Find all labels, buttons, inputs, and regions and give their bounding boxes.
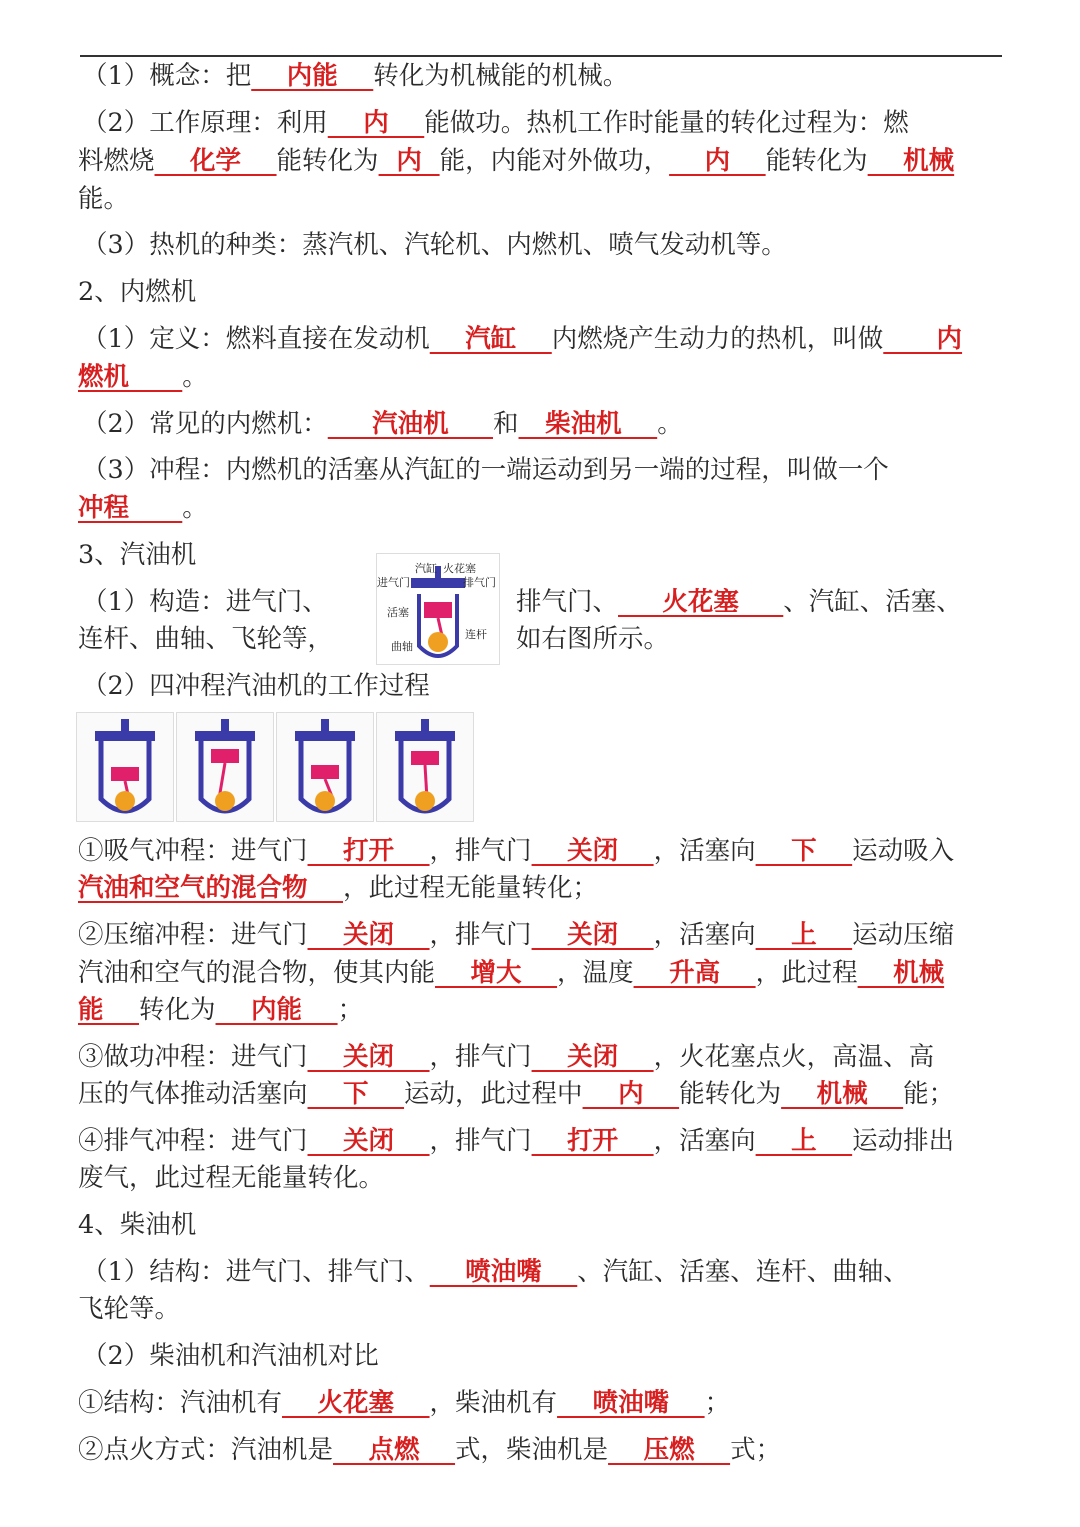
label-rod: 连杆 <box>465 628 487 641</box>
text: ，排气门 <box>429 1042 532 1072</box>
diesel-structure-line1 <box>82 1253 1012 1291</box>
engine-diagram <box>77 713 173 821</box>
answer-blank: 下 <box>755 836 853 866</box>
text: 能转化为 <box>765 146 868 176</box>
text: ，火花塞点火，高温、高 <box>653 1042 935 1072</box>
answer-blank: 汽缸 <box>429 324 552 354</box>
stroke-figure-exhaust <box>376 712 474 822</box>
section-heading-gasoline: 3、汽油机 <box>78 540 197 570</box>
answer-blank: 关闭 <box>531 920 654 950</box>
answer-blank: 点燃 <box>333 1435 456 1465</box>
answer-blank: 下 <box>307 1079 405 1109</box>
ice-common-types <box>82 405 1012 443</box>
text: ； <box>704 1388 731 1418</box>
text: 能； <box>903 1079 955 1109</box>
text: ，此过程 <box>755 958 858 988</box>
label-intake-valve: 进气门 <box>377 576 410 589</box>
text: 。 <box>182 362 208 392</box>
text: 、汽缸、活塞、 <box>783 587 962 617</box>
section-heading-diesel: 4、柴油机 <box>78 1210 197 1240</box>
text: ，排气门 <box>429 836 532 866</box>
text: 转化为机械能的机械。 <box>373 61 629 91</box>
text: 能做功。热机工作时能量的转化过程为：燃 <box>424 108 909 138</box>
text: ④排气冲程：进气门 <box>78 1126 308 1156</box>
text: ； <box>337 995 364 1025</box>
answer-blank: 打开 <box>531 1126 654 1156</box>
text: 料燃烧 <box>78 146 155 176</box>
label-piston: 活塞 <box>387 606 409 619</box>
answer-blank: 机械 <box>781 1079 904 1109</box>
text: 运动排出 <box>852 1126 955 1156</box>
heat-engine-principle-line1 <box>82 104 1012 142</box>
text: 、汽缸、活塞、连杆、曲轴、 <box>577 1257 909 1287</box>
text: 能转化为 <box>276 146 379 176</box>
engine-diagram <box>177 713 273 821</box>
four-stroke-heading: （2）四冲程汽油机的工作过程 <box>82 671 430 701</box>
ice-definition-line1 <box>82 320 1012 358</box>
stroke-figure-intake <box>76 712 174 822</box>
engine-diagram <box>277 713 373 821</box>
label-cylinder: 汽缸 <box>415 562 437 575</box>
text: ③做功冲程：进气门 <box>78 1042 308 1072</box>
text: （1）概念：把 <box>82 61 252 91</box>
answer-blank: 压燃 <box>608 1435 731 1465</box>
intake-stroke-line2 <box>78 869 1008 907</box>
text: ②压缩冲程：进气门 <box>78 920 308 950</box>
label-spark-plug: 火花塞 <box>443 562 476 575</box>
exhaust-stroke-line1 <box>78 1122 1008 1160</box>
text: ，活塞向 <box>653 836 756 866</box>
text: 式，柴油机是 <box>455 1435 609 1465</box>
stroke-definition-line2 <box>78 489 1008 527</box>
answer-blank: 内 <box>327 108 425 138</box>
text: 。 <box>657 409 683 439</box>
text: ①吸气冲程：进气门 <box>78 836 308 866</box>
text: ，柴油机有 <box>429 1388 558 1418</box>
text: 压的气体推动活塞向 <box>78 1079 308 1109</box>
answer-blank: 关闭 <box>531 836 654 866</box>
answer-blank: 汽油和空气的混合物 <box>78 873 344 903</box>
text: 运动压缩 <box>852 920 955 950</box>
answer-blank: 冲程 <box>78 493 183 523</box>
answer-blank: 喷油嘴 <box>429 1257 578 1287</box>
text: 和 <box>493 409 519 439</box>
text: ，活塞向 <box>653 1126 756 1156</box>
text: 运动吸入 <box>852 836 955 866</box>
heat-engine-principle-line3: 能。 <box>78 184 130 214</box>
text: （1）结构：进气门、排气门、 <box>82 1257 430 1287</box>
answer-blank: 上 <box>755 1126 853 1156</box>
ice-definition-line2 <box>78 358 1008 396</box>
heat-engine-principle-line2 <box>78 142 1008 180</box>
diesel-vs-gasoline-heading: （2）柴油机和汽油机对比 <box>82 1341 379 1371</box>
engine-diagram <box>377 713 473 821</box>
stroke-figure-power <box>276 712 374 822</box>
answer-blank: 关闭 <box>307 1126 430 1156</box>
exhaust-stroke-line2: 废气，此过程无能量转化。 <box>78 1163 385 1193</box>
answer-blank: 内 <box>883 324 963 354</box>
answer-blank: 升高 <box>633 958 756 988</box>
answer-blank: 打开 <box>307 836 430 866</box>
gasoline-structure-line1-left: （1）构造：进气门、 <box>82 587 328 617</box>
text: 内燃烧产生动力的热机，叫做 <box>551 324 884 354</box>
compare-structure <box>78 1384 1008 1422</box>
text: 。 <box>182 493 208 523</box>
answer-blank: 关闭 <box>307 1042 430 1072</box>
answer-blank: 内 <box>669 146 766 176</box>
answer-blank: 化学 <box>154 146 277 176</box>
text: （2）常见的内燃机： <box>82 409 328 439</box>
text: ，活塞向 <box>653 920 756 950</box>
answer-blank: 能 <box>78 995 140 1025</box>
gasoline-structure-line1-right <box>516 583 1006 621</box>
power-stroke-line2 <box>78 1075 1008 1113</box>
answer-blank: 火花塞 <box>618 587 784 617</box>
answer-blank: 内 <box>378 146 440 176</box>
section-heading-ice: 2、内燃机 <box>78 277 197 307</box>
gasoline-structure-line2-left: 连杆、曲轴、飞轮等， <box>78 624 334 654</box>
text: 能，内能对外做功， <box>439 146 670 176</box>
answer-blank: 柴油机 <box>518 409 658 439</box>
answer-blank: 上 <box>755 920 853 950</box>
answer-blank: 关闭 <box>307 920 430 950</box>
text: ，排气门 <box>429 1126 532 1156</box>
answer-blank: 关闭 <box>531 1042 654 1072</box>
stroke-figure-compression <box>176 712 274 822</box>
text: （1）定义：燃料直接在发动机 <box>82 324 430 354</box>
power-stroke-line1 <box>78 1038 1008 1076</box>
compression-stroke-line2 <box>78 954 1008 992</box>
text: （2）工作原理：利用 <box>82 108 328 138</box>
text: 转化为 <box>139 995 216 1025</box>
text: ②点火方式：汽油机是 <box>78 1435 334 1465</box>
answer-blank: 内能 <box>251 61 374 91</box>
text: 排气门、 <box>516 587 619 617</box>
compare-ignition <box>78 1431 1008 1469</box>
heat-engine-types: （3）热机的种类：蒸汽机、汽轮机、内燃机、喷气发动机等。 <box>82 230 787 260</box>
label-exhaust-valve: 排气门 <box>463 576 496 589</box>
text: 式； <box>730 1435 782 1465</box>
label-crankshaft: 曲轴 <box>391 640 413 653</box>
answer-blank: 火花塞 <box>282 1388 430 1418</box>
heat-engine-concept <box>82 57 1012 95</box>
four-stroke-figures <box>76 712 468 822</box>
gasoline-structure-line2-right: 如右图所示。 <box>516 624 670 654</box>
stroke-definition-line1: （3）冲程：内燃机的活塞从汽缸的一端运动到另一端的过程，叫做一个 <box>82 455 889 485</box>
engine-structure-figure <box>376 553 500 665</box>
answer-blank: 喷油嘴 <box>557 1388 705 1418</box>
text: 汽油和空气的混合物，使其内能 <box>78 958 436 988</box>
text: ，温度 <box>557 958 634 988</box>
diesel-structure-line2: 飞轮等。 <box>78 1294 181 1324</box>
answer-blank: 机械 <box>867 146 955 176</box>
text: 运动，此过程中 <box>404 1079 583 1109</box>
intake-stroke-line1 <box>78 832 1008 870</box>
answer-blank: 内能 <box>215 995 338 1025</box>
text: 能转化为 <box>679 1079 782 1109</box>
text: ①结构：汽油机有 <box>78 1388 283 1418</box>
answer-blank: 汽油机 <box>327 409 494 439</box>
compression-stroke-line1 <box>78 916 1008 954</box>
answer-blank: 内 <box>582 1079 680 1109</box>
text: ，排气门 <box>429 920 532 950</box>
answer-blank: 增大 <box>435 958 558 988</box>
compression-stroke-line3 <box>78 991 1008 1029</box>
text: ，此过程无能量转化； <box>343 873 599 903</box>
answer-blank: 燃机 <box>78 362 183 392</box>
answer-blank: 机械 <box>857 958 945 988</box>
